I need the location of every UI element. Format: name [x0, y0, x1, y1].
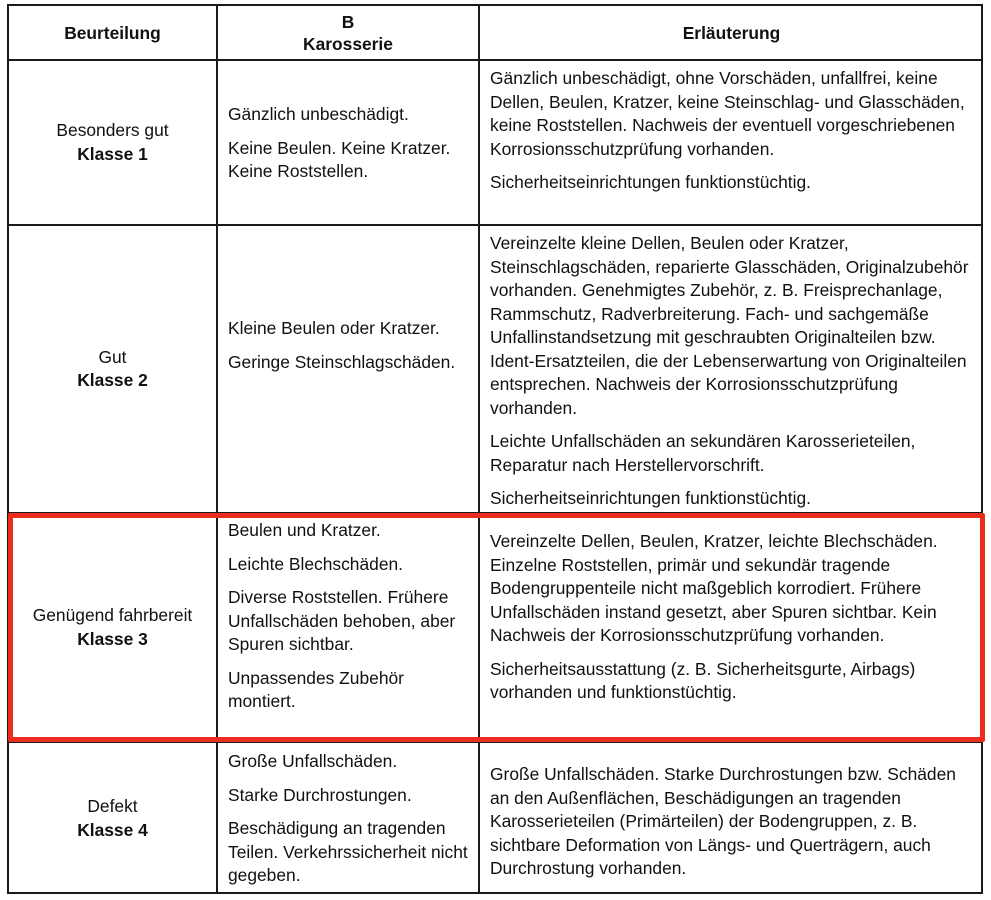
class-label: Klasse 1 [77, 143, 148, 164]
explanation-text: Gänzlich unbeschädigt, ohne Vorschäden, unfallfrei, keine Dellen, Beulen, Kratzer, keine Steinschlag- und Glasschäden, keine Roststellen. Nachweis der eventuell vorgeschriebenen Korrosionsschutzprüfung vorhanden. [490, 68, 965, 159]
body-text: Keine Beulen. Keine Kratzer. Keine Roststellen. [228, 137, 451, 181]
explanation-cell-3 [490, 530, 975, 730]
body-text: Leichte Blechschäden. [228, 553, 403, 574]
rating-label: Genügend fahrbereit [32, 605, 193, 625]
rating-cell-1 [9, 61, 216, 224]
body-text: Starke Durchrostungen. [228, 784, 412, 805]
class-label: Klasse 3 [77, 628, 148, 649]
body-text: Gänzlich unbeschädigt. [228, 104, 409, 124]
body-text: Kleine Beulen oder Kratzer. [228, 318, 440, 338]
header-karosserie-label: Karosserie [303, 33, 393, 54]
explanation-cell-2 [490, 232, 975, 510]
rating-cell-2 [9, 226, 216, 512]
column-divider [216, 4, 218, 894]
body-text: Große Unfallschäden. [228, 751, 398, 771]
explanation-text: Sicherheitseinrichtungen funktionstüchtig. [490, 172, 811, 192]
class-label: Klasse 4 [77, 819, 148, 840]
header-beurteilung-label: Beurteilung [64, 22, 161, 43]
body-cell-3 [228, 519, 473, 740]
header-erlaeuterung-label: Erläuterung [682, 22, 781, 43]
body-text: Unpassendes Zubehör montiert. [228, 667, 404, 711]
explanation-text: Große Unfallschäden. Starke Durchrostungen bzw. Schäden an den Außenflächen, Beschädigungen an tragenden Karosserieteilen (Primärteilen) der Bodengruppen, z. B. sichtbare Deformation von Längs- und Querträgern, auch Durchrostung vorhanden. [490, 764, 956, 878]
explanation-text: Leichte Unfallschäden an sekundären Karosserieteilen, Reparatur nach Herstellervorschrift. [490, 431, 916, 475]
explanation-text: Sicherheitsausstattung (z. B. Sicherheitsgurte, Airbags) vorhanden und funktionstüchtig. [490, 658, 916, 702]
body-text: Diverse Roststellen. Frühere Unfallschäden behoben, aber Spuren sichtbar. [228, 587, 456, 654]
body-text: Beulen und Kratzer. [228, 520, 381, 540]
rating-cell-3 [9, 514, 216, 741]
explanation-text: Vereinzelte kleine Dellen, Beulen oder Kratzer, Steinschlagschäden, reparierte Glasschäden, Originalzubehör vorhanden. Genehmigtes Zubehör, z. B. Freisprechanlage, Rammschutz, Radverbreiterung. Fach- und sachgemäße Unfallinstandsetzung mit geschraubten Originalteilen bzw. Ident-Ersatzteilen, die der Lebenserwartung von Originalteilen entsprechen. Nachweis der Korrosionsschutzprüfung vorhanden. [490, 233, 969, 418]
body-cell-1 [228, 103, 473, 223]
explanation-cell-1 [490, 67, 975, 223]
header-erlaeuterung [480, 6, 983, 59]
header-karosserie-letter: B [341, 11, 355, 32]
class-label: Klasse 2 [77, 370, 148, 390]
rating-label: Gut [98, 346, 127, 367]
column-divider [478, 4, 480, 894]
body-text: Beschädigung an tragenden Teilen. Verkehrssicherheit nicht gegeben. [228, 818, 468, 885]
body-cell-2 [228, 317, 473, 437]
explanation-text: Sicherheitseinrichtungen funktionstüchtig. [490, 488, 811, 508]
body-cell-4 [228, 750, 473, 892]
rating-cell-4 [9, 743, 216, 894]
rating-label: Besonders gut [56, 120, 169, 140]
explanation-cell-4 [490, 763, 975, 891]
rating-label: Defekt [87, 796, 138, 816]
header-karosserie [218, 6, 478, 59]
header-beurteilung [9, 6, 216, 59]
body-text: Geringe Steinschlagschäden. [228, 351, 456, 372]
explanation-text: Vereinzelte Dellen, Beulen, Kratzer, leichte Blechschäden. Einzelne Roststellen, primär und sekundär tragende Bodengruppenteile nicht maßgeblich korrodiert. Frühere Unfallschäden instand gesetzt, aber Spuren sichtbar. Kein Nachweis der Korrosionsschutzprüfung vorhanden. [490, 531, 938, 645]
